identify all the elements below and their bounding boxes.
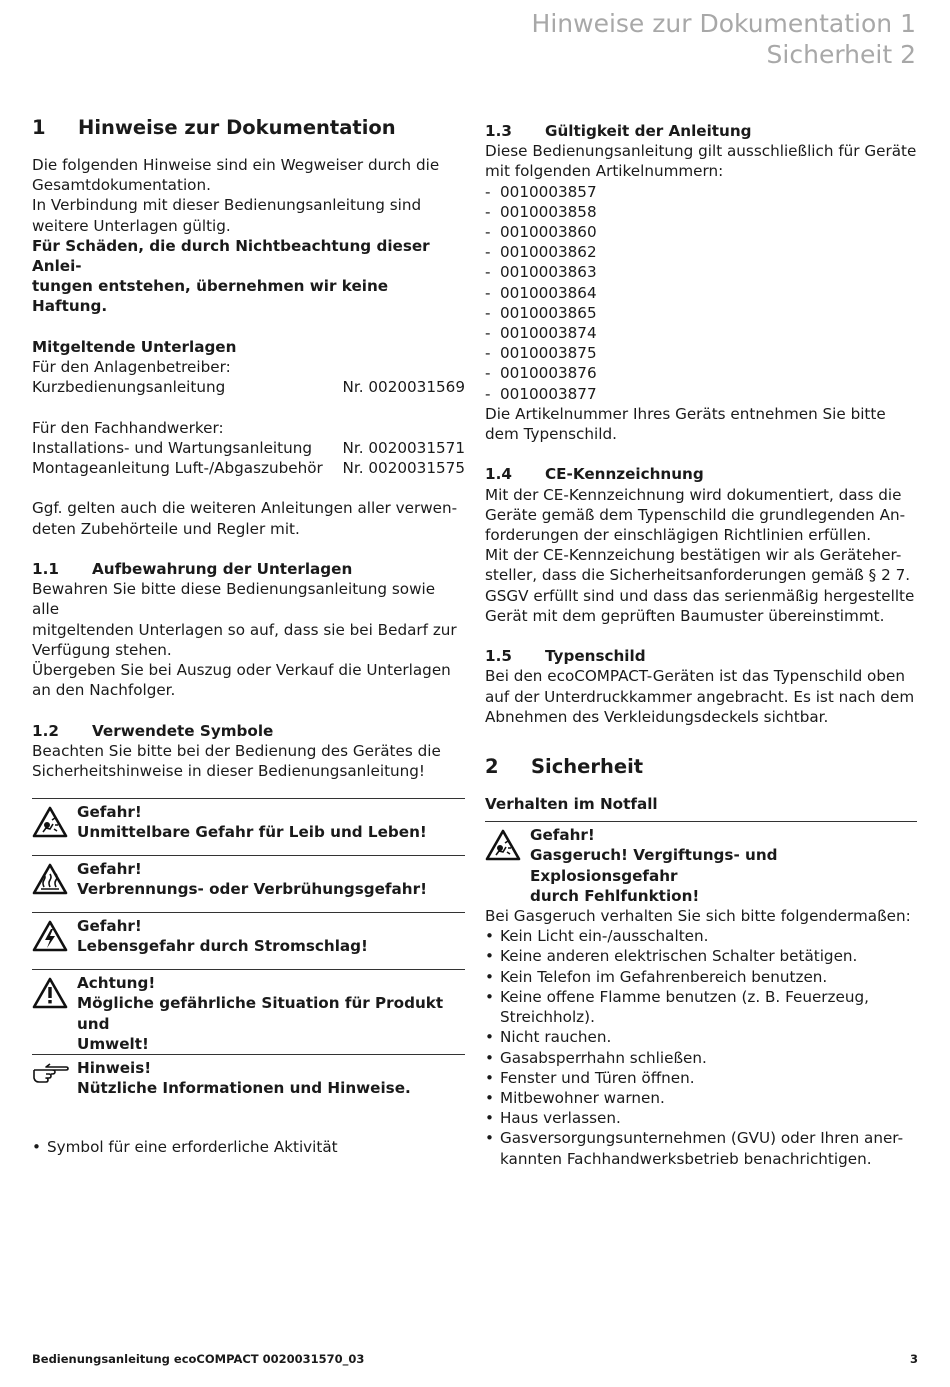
list-item: - 0010003865 — [485, 303, 597, 322]
right-column: 1.3 Gültigkeit der Anleitung Diese Bedienungsanleitung gilt ausschließlich für Geräte mit folgenden Artikelnummern: - 0010003857 - 0010003858 - 0010003860 - 0010003862 - 0010003863 - 0010003864 - 0010003865 - 0010003874 - 0010003875 - 0010003876 - 0010003877 Die Artikelnummer Ihres Geräts entnehmen Sie bitte dem Typenschild. 1.4 CE-Kennzeichnung Mit der CE-Kennzeichnung wird dokumentiert, dass die Geräte gemäß dem Typenschild die grundlegenden An- forderungen der einschlägigen Richtlinien erfüllen. Mit der CE-Kennzeichung bestätigen wir als Geräteher- steller, dass die Sicherheitsanforderungen gemäß § 2 7. GSGV erfüllt sind und dass das serienmäßig hergestellte Gerät mit dem geprüften Baumuster übereinstimmt. 1.5 Typenschild Bei den ecoCOMPACT-Geräten ist das Typenschild oben auf der Unterdruckkammer angebracht. Es ist nach dem Abnehmen des Verkleidungsdeckels sichtbar. 2 Sicherheit Verhalten im Notfall Gefahr! Gasgeruch! Vergiftungs- und Explosionsgefahr durch Fehlfunktion! Bei Gasgeruch verhalten Sie sich bitte folgendermaßen: • Kein Licht ein-/ausschalten. • Keine anderen elektrischen Schalter betätigen. • Kein Telefon im Gefahrenbereich benutzen. • Keine offene Flamme benutzen (z. B. Feuerzeug, Streichholz). • Nicht rauchen. • Gasabsperrhahn schließen. • Fenster und Türen öffnen. • Mitbewohner warnen. • Haus verlassen. • Gasversorgungsunternehmen (GVU) oder Ihren aner- kannten Fachhandwerksbetrieb benachrichtigen. — [485, 122, 917, 1168]
list-item: • Keine anderen elektrischen Schalter betätigen. — [485, 947, 858, 966]
list-item: - 0010003875 — [485, 344, 597, 363]
doc-row: Installations- und Wartungsanleitung Nr. 0020031571 — [32, 438, 465, 457]
fachhandwerker-label: Für den Fachhandwerker: — [32, 418, 224, 437]
left-column: 1 Hinweise zur Dokumentation Die folgenden Hinweise sind ein Wegweiser durch die Gesamtdokumentation. In Verbindung mit dieser Bedienungsanleitung sind weitere Unterlagen gültig. Für Schäden, die durch Nichtbeachtung dieser Anlei- tungen entstehen, übernehmen wir keine Haftung. Mitgeltende Unterlagen Für den Anlagenbetreiber: Kurzbedienungsanleitung Nr. 0020031569 Für den Fachhandwerker: Installations- und Wartungsanleitung Nr. 0020031571 Montageanleitung Luft-/Abgaszubehör Nr. 0020031575 Ggf. gelten auch die weiteren Anleitungen aller verwen- deten Zubehörteile und Regler mit. 1.1 Aufbewahrung der Unterlagen Bewahren Sie bitte diese Bedienungsanleitung sowie alle mitgeltenden Unterlagen so auf, dass sie bei Bedarf zur Verfügung stehen. Übergeben Sie bei Auszug oder Verkauf die Unterlagen an den Nachfolger. 1.2 Verwendete Symbole Beachten Sie bitte bei der Bedienung des Gerätes die Sicherheitshinweise in dieser Bedienungsanleitung! Gefahr! Unmittelbare Gefahr für Leib und Leben! Gefahr! Verbrennungs- oder Verbrühungsgefahr! Gefahr! Lebensgefahr durch Stromschlag! Achtung! Mögliche gefährliche Situation für Produkt und Umwelt! Hinweis! Nützliche Informationen und Hinweise. • Symbol für eine erforderliche Aktivität — [32, 116, 465, 1157]
list-item: - 0010003857 — [485, 182, 597, 201]
section-2-heading: 2 Sicherheit — [485, 755, 644, 779]
activity-note: • Symbol für eine erforderliche Aktivität — [32, 1138, 338, 1157]
pointing-hand-icon — [32, 1058, 77, 1111]
section-1-4-heading: 1.4 CE-Kennzeichnung — [485, 465, 704, 484]
list-item: • Kein Licht ein-/ausschalten. — [485, 927, 709, 946]
gas-warning: Gefahr! Gasgeruch! Vergiftungs- und Explosionsgefahr durch Fehlfunktion! — [485, 821, 917, 906]
section-1-2-heading: 1.2 Verwendete Symbole — [32, 721, 274, 740]
list-item: • Keine offene Flamme benutzen (z. B. Feuerzeug, Streichholz). — [485, 987, 869, 1027]
list-item: - 0010003876 — [485, 364, 597, 383]
footer-doc-title: Bedienungsanleitung ecoCOMPACT 0020031570_03 — [32, 1352, 365, 1366]
list-item: • Gasversorgungsunternehmen (GVU) oder Ihren aner- kannten Fachhandwerksbetrieb benachrichtigen. — [485, 1129, 904, 1168]
list-item: - 0010003858 — [485, 202, 597, 221]
page-number: 3 — [909, 1352, 918, 1366]
symbol-burn-danger: Gefahr! Verbrennungs- oder Verbrühungsgefahr! — [32, 855, 465, 912]
list-item: - 0010003863 — [485, 263, 597, 282]
list-item: • Nicht rauchen. — [485, 1028, 612, 1047]
article-number-list — [485, 182, 917, 404]
list-item: - 0010003874 — [485, 324, 597, 343]
list-item: - 0010003864 — [485, 283, 597, 302]
list-item: • Mitbewohner warnen. — [485, 1088, 665, 1107]
gas-steps-list — [485, 926, 917, 1168]
list-item: - 0010003862 — [485, 243, 597, 262]
header-line-2: Sicherheit 2 — [766, 40, 916, 69]
header-line-1: Hinweise zur Dokumentation 1 — [531, 9, 916, 38]
list-item: • Haus verlassen. — [485, 1109, 621, 1128]
page-header — [532, 8, 916, 70]
symbol-caution: Achtung! Mögliche gefährliche Situation für Produkt und Umwelt! — [32, 969, 465, 1054]
liability-note: Für Schäden, die durch Nichtbeachtung dieser Anlei- — [32, 236, 430, 276]
gas-intro: Bei Gasgeruch verhalten Sie sich bitte folgendermaßen: — [485, 907, 911, 926]
mitgeltende-title: Mitgeltende Unterlagen — [32, 337, 237, 356]
explosion-hazard-icon — [32, 802, 77, 855]
hot-surface-icon — [32, 859, 77, 912]
symbol-danger-life: Gefahr! Unmittelbare Gefahr für Leib und Leben! — [32, 798, 465, 855]
list-item: • Kein Telefon im Gefahrenbereich benutzen. — [485, 967, 828, 986]
caution-exclamation-icon — [32, 973, 77, 1054]
list-item: - 0010003860 — [485, 223, 597, 242]
list-item: - 0010003877 — [485, 384, 597, 403]
doc-row: Kurzbedienungsanleitung Nr. 0020031569 — [32, 378, 465, 397]
notfall-title: Verhalten im Notfall — [485, 795, 658, 814]
ggf-paragraph: Ggf. gelten auch die weiteren Anleitungen aller verwen- — [32, 499, 458, 518]
section-1-3-heading: 1.3 Gültigkeit der Anleitung — [485, 122, 752, 140]
explosion-hazard-icon — [485, 825, 530, 906]
section-1-heading: 1 Hinweise zur Dokumentation — [32, 116, 396, 139]
section-1-5-heading: 1.5 Typenschild — [485, 647, 646, 666]
page-footer — [32, 1352, 918, 1366]
section-1-1-heading: 1.1 Aufbewahrung der Unterlagen — [32, 560, 353, 578]
doc-row: Montageanleitung Luft-/Abgaszubehör Nr. 0020031575 — [32, 459, 465, 478]
symbol-note: Hinweis! Nützliche Informationen und Hinweise. — [32, 1054, 465, 1111]
symbol-electric-danger: Gefahr! Lebensgefahr durch Stromschlag! — [32, 912, 465, 969]
electric-shock-icon — [32, 916, 77, 969]
betreiber-label: Für den Anlagenbetreiber: — [32, 358, 231, 377]
list-item: • Fenster und Türen öffnen. — [485, 1068, 695, 1087]
list-item: • Gasabsperrhahn schließen. — [485, 1048, 707, 1067]
intro-paragraph: Die folgenden Hinweise sind ein Wegweiser durch die Gesamtdokumentation. In Verbindung mit dieser Bedienungsanleitung sind weitere Unterlagen gültig. Für Schäden, die durch Nichtbeachtung dieser Anlei- tungen entstehen, übernehmen wir keine Haftung. — [32, 155, 465, 317]
